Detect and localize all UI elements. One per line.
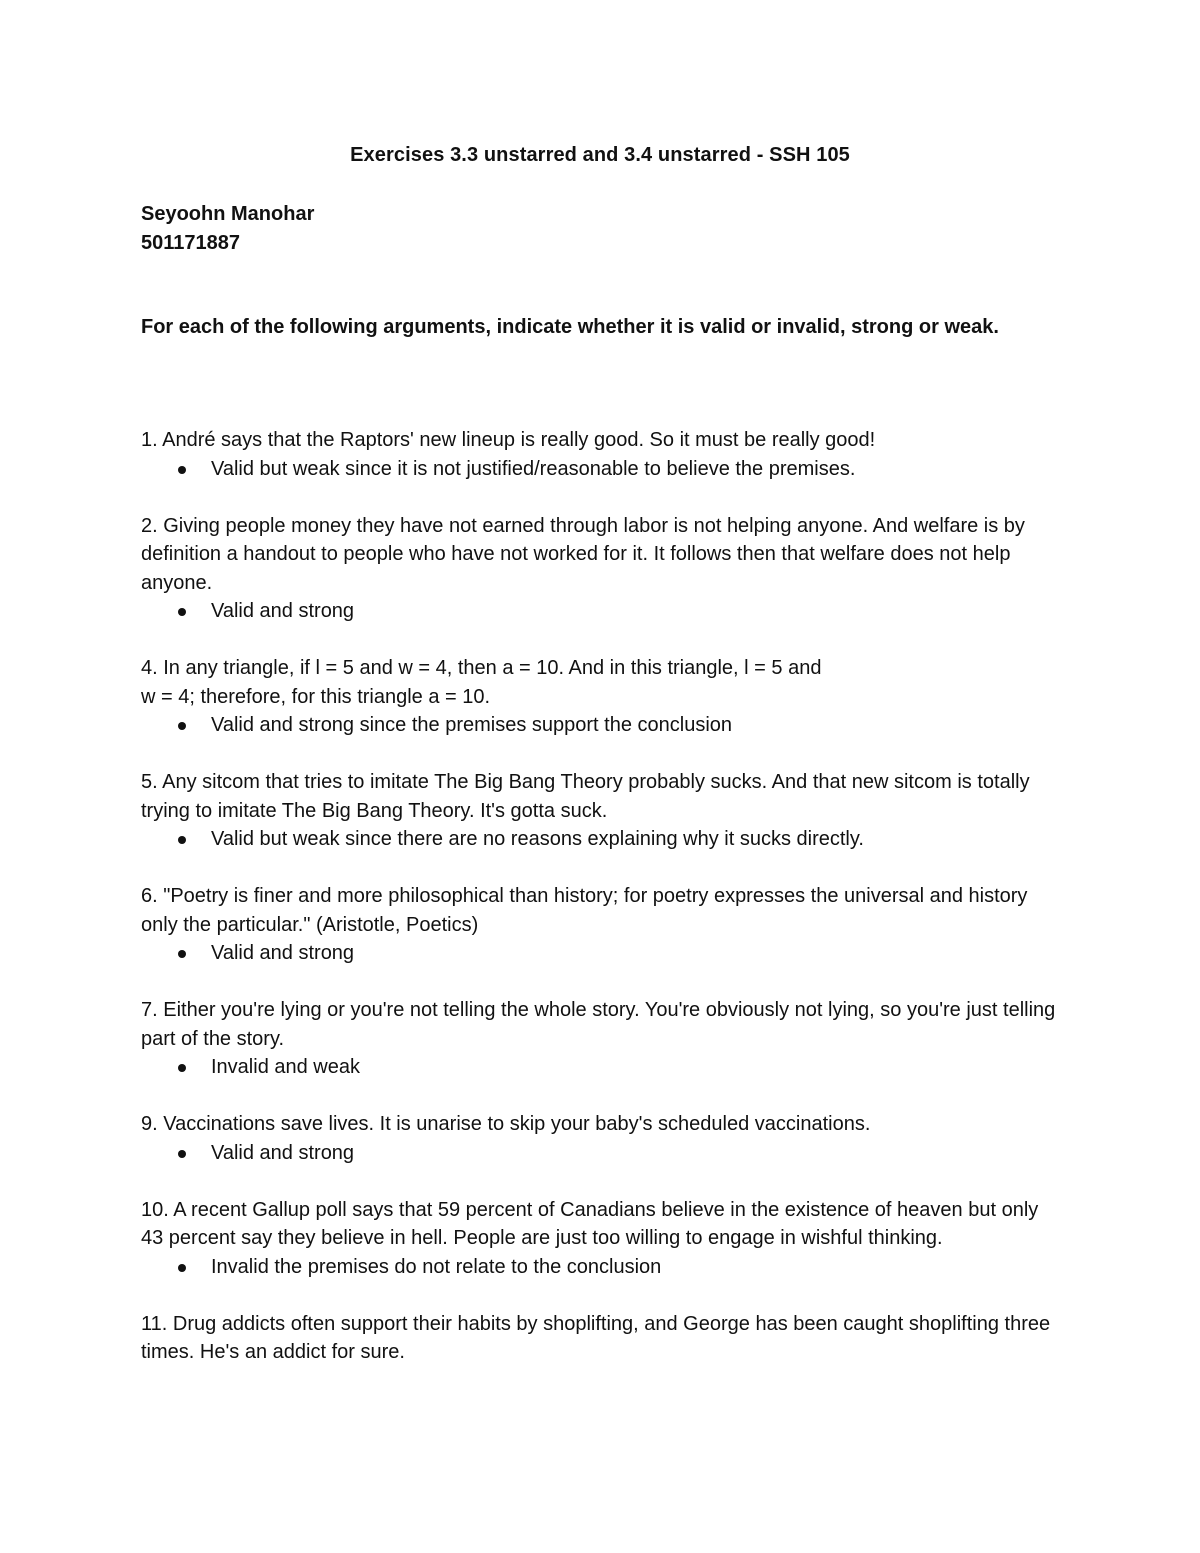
answer-item bbox=[141, 711, 1061, 740]
question-text: 10. A recent Gallup poll says that 59 percent of Canadians believe in the existence of heaven but only 43 percent say they believe in hell. People are just too willing to engage in wishful thinking. bbox=[141, 1198, 1039, 1249]
question-list bbox=[141, 426, 1061, 1395]
question-item bbox=[141, 996, 1061, 1082]
question-text: 6. "Poetry is finer and more philosophical than history; for poetry expresses the universal and history only the particular." (Aristotle, Poetics) bbox=[141, 885, 1028, 936]
author-block bbox=[141, 200, 314, 258]
question-text: 5. Any sitcom that tries to imitate The Big Bang Theory probably sucks. And that new sitcom is totally trying to imitate The Big Bang Theory. It's gotta suck. bbox=[141, 771, 1030, 822]
answer-item bbox=[141, 1139, 1061, 1168]
instructions: For each of the following arguments, indicate whether it is valid or invalid, strong or weak. bbox=[141, 316, 999, 338]
answer-item bbox=[141, 455, 1061, 484]
question-text: 4. In any triangle, if l = 5 and w = 4, then a = 10. And in this triangle, l = 5 and bbox=[141, 657, 822, 679]
answer-text: Valid and strong bbox=[211, 942, 355, 964]
answer-text: Valid and strong since the premises support the conclusion bbox=[211, 714, 733, 736]
question-text-continued: w = 4; therefore, for this triangle a = 10. bbox=[141, 685, 491, 708]
question-item bbox=[141, 1310, 1061, 1367]
question-item bbox=[141, 1110, 1061, 1167]
bullet-icon bbox=[178, 1064, 186, 1072]
answer-item bbox=[141, 939, 1061, 968]
question-text: 11. Drug addicts often support their habits by shoplifting, and George has been caught shoplifting three times. He's an addict for sure. bbox=[141, 1312, 1051, 1363]
answer-text: Valid and strong bbox=[211, 1141, 355, 1164]
document-title: Exercises 3.3 unstarred and 3.4 unstarred - SSH 105 bbox=[350, 144, 850, 166]
question-item bbox=[141, 882, 1061, 968]
bullet-icon bbox=[178, 836, 186, 844]
bullet-icon bbox=[178, 722, 186, 730]
bullet-icon bbox=[178, 1264, 186, 1272]
bullet-icon bbox=[178, 608, 186, 616]
question-item bbox=[141, 654, 1061, 740]
bullet-icon bbox=[178, 950, 186, 958]
answer-text: Valid but weak since there are no reasons explaining why it sucks directly. bbox=[211, 828, 864, 850]
bullet-icon bbox=[178, 1150, 186, 1158]
answer-text: Valid and strong bbox=[211, 600, 355, 622]
question-item bbox=[141, 1196, 1061, 1282]
answer-item bbox=[141, 825, 1061, 854]
question-text: 9. Vaccinations save lives. It is unarise to skip your baby's scheduled vaccinations. bbox=[141, 1113, 871, 1135]
answer-item bbox=[141, 1053, 1061, 1082]
question-text: 7. Either you're lying or you're not telling the whole story. You're obviously not lying, so you're just telling part of the story. bbox=[141, 999, 1056, 1050]
question-item bbox=[141, 426, 1061, 483]
question-text: 1. André says that the Raptors' new lineup is really good. So it must be really good! bbox=[141, 429, 876, 451]
author-name: Seyoohn Manohar bbox=[141, 203, 315, 225]
answer-item bbox=[141, 597, 1061, 626]
bullet-icon bbox=[178, 466, 186, 474]
question-text: 2. Giving people money they have not earned through labor is not helping anyone. And welfare is by definition a handout to people who have not worked for it. It follows then that welfare does not help anyone. bbox=[141, 514, 1025, 594]
question-item bbox=[141, 512, 1061, 626]
question-item bbox=[141, 768, 1061, 854]
answer-item bbox=[141, 1253, 1061, 1282]
student-id: 501171887 bbox=[141, 232, 241, 254]
answer-text: Valid but weak since it is not justified/reasonable to believe the premises. bbox=[211, 457, 856, 480]
answer-text: Invalid and weak bbox=[211, 1056, 360, 1078]
answer-text: Invalid the premises do not relate to the conclusion bbox=[211, 1255, 662, 1278]
